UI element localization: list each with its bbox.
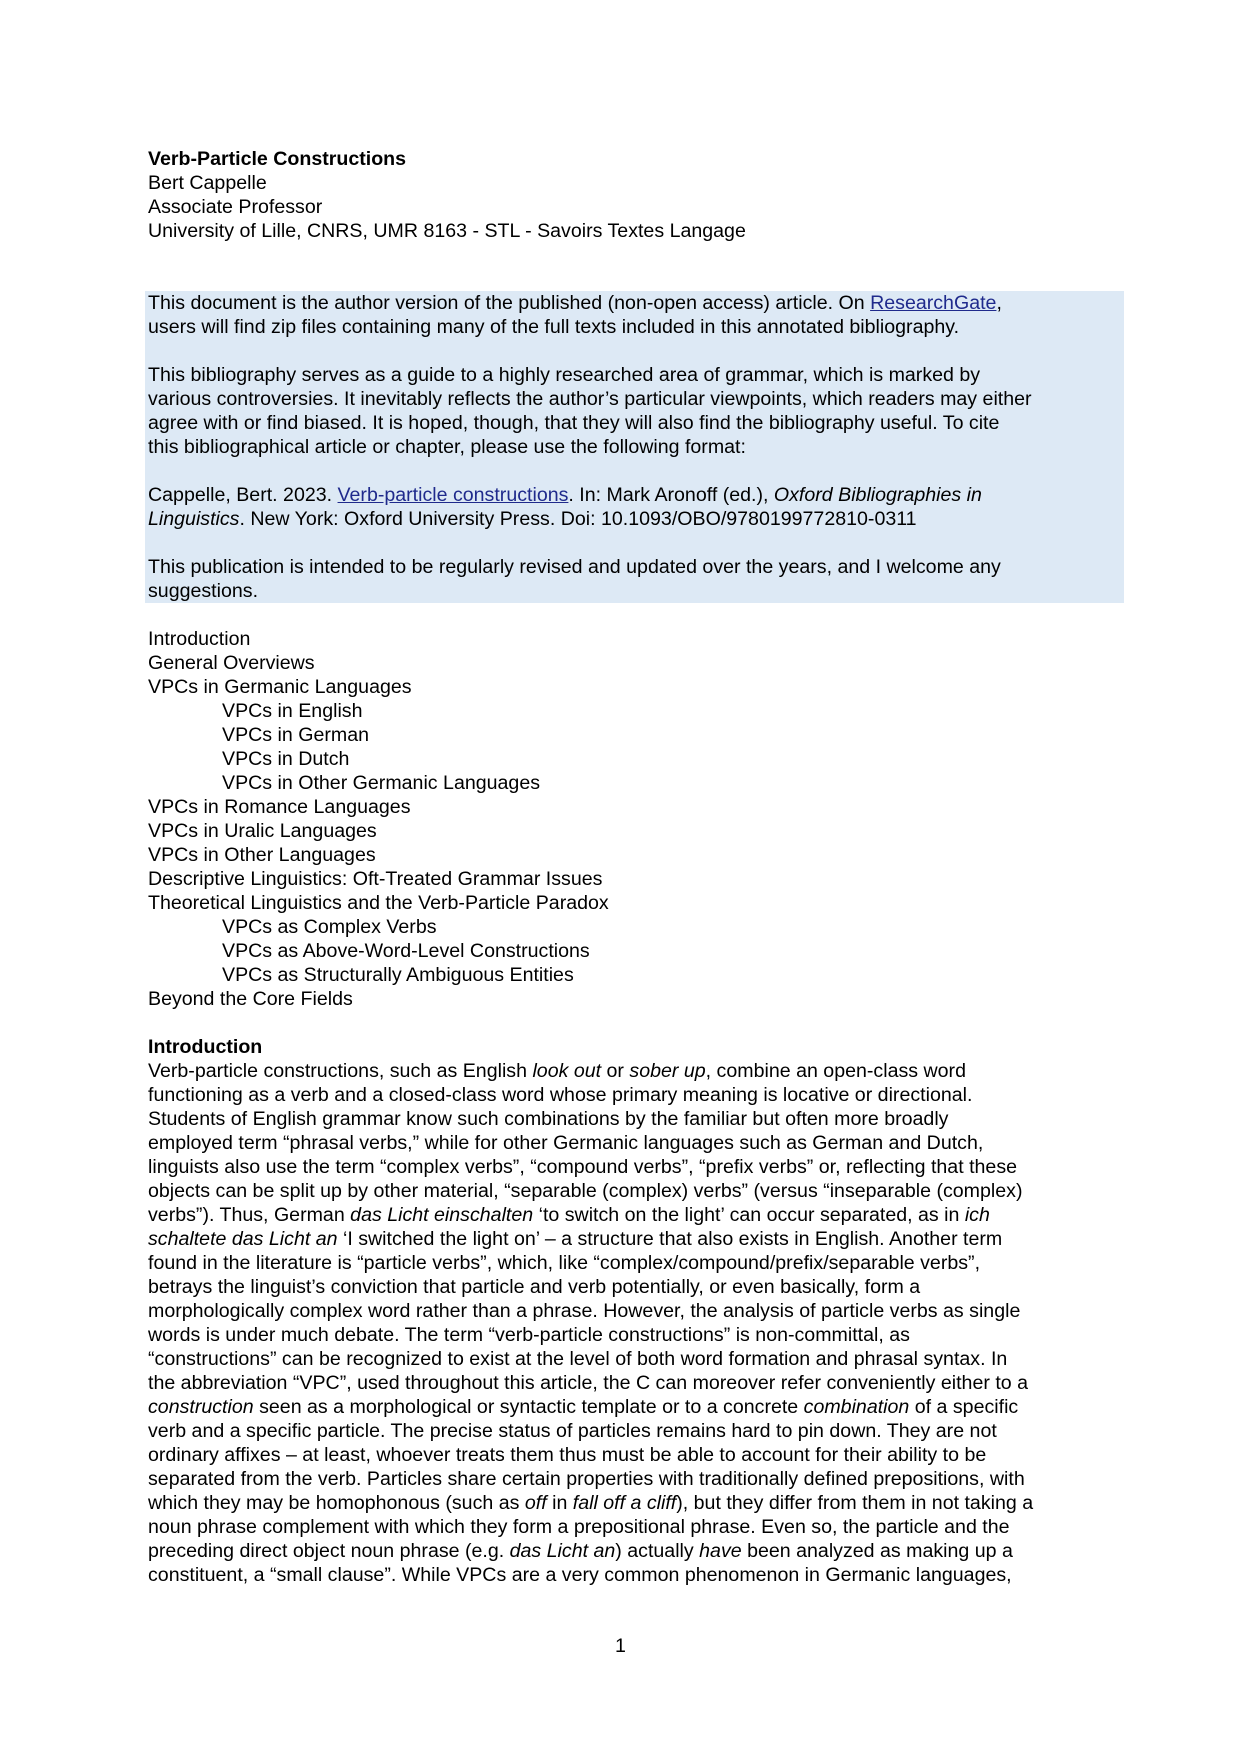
author-position: Associate Professor xyxy=(148,196,323,218)
researchgate-link[interactable]: ResearchGate xyxy=(870,292,997,314)
introduction-line: Students of English grammar know such combinations by the familiar but often more broadly xyxy=(148,1108,949,1130)
citation-line: Linguistics. New York: Oxford University Press. Doi: 10.1093/OBO/9780199772810-0311 xyxy=(148,508,917,530)
toc-item: VPCs in Other Languages xyxy=(148,844,376,866)
introduction-line: noun phrase complement with which they form a prepositional phrase. Even so, the particle and the xyxy=(148,1516,1010,1538)
notice-line: agree with or find biased. It is hoped, though, that they will also find the bibliography useful. To cite xyxy=(148,412,1000,434)
notice-line: This document is the author version of the published (non-open access) article. On ResearchGate, xyxy=(148,292,1002,314)
notice-line: users will find zip files containing many of the full texts included in this annotated bibliography. xyxy=(148,316,960,338)
page-content xyxy=(148,147,1108,1587)
introduction-line: ordinary affixes – at least, whoever treats them thus must be able to account for their ability to be xyxy=(148,1444,987,1466)
document-title: Verb-Particle Constructions xyxy=(148,148,407,170)
toc-item: VPCs in Other Germanic Languages xyxy=(222,772,541,794)
toc-item: Descriptive Linguistics: Oft-Treated Grammar Issues xyxy=(148,868,603,890)
introduction-line: schaltete das Licht an ‘I switched the light on’ – a structure that also exists in English. Another term xyxy=(148,1228,1003,1250)
introduction-line: constituent, a “small clause”. While VPCs are a very common phenomenon in Germanic languages, xyxy=(148,1564,1012,1586)
introduction-line: words is under much debate. The term “verb-particle constructions” is non-committal, as xyxy=(148,1324,910,1346)
introduction-line: construction seen as a morphological or syntactic template or to a concrete combination of a specific xyxy=(148,1396,1019,1418)
toc-item: VPCs in Uralic Languages xyxy=(148,820,377,842)
introduction-line: linguists also use the term “complex verbs”, “compound verbs”, “prefix verbs” or, reflecting that these xyxy=(148,1156,1018,1178)
toc-item: VPCs in German xyxy=(222,724,370,746)
introduction-line: found in the literature is “particle verbs”, which, like “complex/compound/prefix/separable verbs”, xyxy=(148,1252,981,1274)
toc-item: VPCs as Complex Verbs xyxy=(222,916,437,938)
toc-item: VPCs as Above-Word-Level Constructions xyxy=(222,940,590,962)
toc-item: Theoretical Linguistics and the Verb-Particle Paradox xyxy=(148,892,609,914)
introduction-body xyxy=(148,1059,1108,1587)
toc-item: Introduction xyxy=(148,628,251,650)
introduction-line: functioning as a verb and a closed-class word whose primary meaning is locative or directional. xyxy=(148,1084,973,1106)
toc-item: VPCs in Romance Languages xyxy=(148,796,411,818)
introduction-line: verb and a specific particle. The precise status of particles remains hard to pin down. They are not xyxy=(148,1420,997,1442)
table-of-contents xyxy=(148,627,1108,1011)
introduction-line: which they may be homophonous (such as off in fall off a cliff), but they differ from them in not taking a xyxy=(148,1492,1034,1514)
author-affiliation: University of Lille, CNRS, UMR 8163 - STL - Savoirs Textes Langage xyxy=(148,220,746,242)
toc-item: General Overviews xyxy=(148,652,315,674)
toc-item: VPCs in Germanic Languages xyxy=(148,676,412,698)
notice-line: This publication is intended to be regularly revised and updated over the years, and I welcome any xyxy=(148,556,1001,578)
article-link[interactable]: Verb-particle constructions xyxy=(337,484,569,506)
author-name: Bert Cappelle xyxy=(148,172,267,194)
toc-item: VPCs as Structurally Ambiguous Entities xyxy=(222,964,574,986)
notice-line: suggestions. xyxy=(148,580,259,602)
introduction-line: Verb-particle constructions, such as English look out or sober up, combine an open-class word xyxy=(148,1060,966,1082)
introduction-line: the abbreviation “VPC”, used throughout this article, the C can moreover refer conveniently either to a xyxy=(148,1372,1029,1394)
introduction-line: employed term “phrasal verbs,” while for other Germanic languages such as German and Dutch, xyxy=(148,1132,984,1154)
introduction-line: “constructions” can be recognized to exist at the level of both word formation and phrasal syntax. In xyxy=(148,1348,1008,1370)
introduction-line: morphologically complex word rather than a phrase. However, the analysis of particle verbs as single xyxy=(148,1300,1021,1322)
introduction-line: preceding direct object noun phrase (e.g. das Licht an) actually have been analyzed as making up a xyxy=(148,1540,1013,1562)
introduction-line: separated from the verb. Particles share certain properties with traditionally defined prepositions, with xyxy=(148,1468,1025,1490)
notice-line: various controversies. It inevitably reflects the author’s particular viewpoints, which readers may either xyxy=(148,388,1032,410)
toc-item: VPCs in English xyxy=(222,700,363,722)
toc-item: Beyond the Core Fields xyxy=(148,988,353,1010)
notice-line: This bibliography serves as a guide to a highly researched area of grammar, which is marked by xyxy=(148,364,981,386)
introduction-heading: Introduction xyxy=(148,1036,263,1058)
introduction-line: betrays the linguist’s conviction that particle and verb potentially, or even basically, form a xyxy=(148,1276,921,1298)
introduction-line: objects can be split up by other material, “separable (complex) verbs” (versus “inseparable (complex) xyxy=(148,1180,1023,1202)
toc-item: VPCs in Dutch xyxy=(222,748,350,770)
page-number: 1 xyxy=(615,1635,626,1657)
citation-line: Cappelle, Bert. 2023. Verb-particle constructions. In: Mark Aronoff (ed.), Oxford Bibliographies in xyxy=(148,484,982,506)
notice-line: this bibliographical article or chapter, please use the following format: xyxy=(148,436,746,458)
author-version-notice xyxy=(145,291,1124,603)
introduction-line: verbs”). Thus, German das Licht einschalten ‘to switch on the light’ can occur separated, as in ich xyxy=(148,1204,990,1226)
